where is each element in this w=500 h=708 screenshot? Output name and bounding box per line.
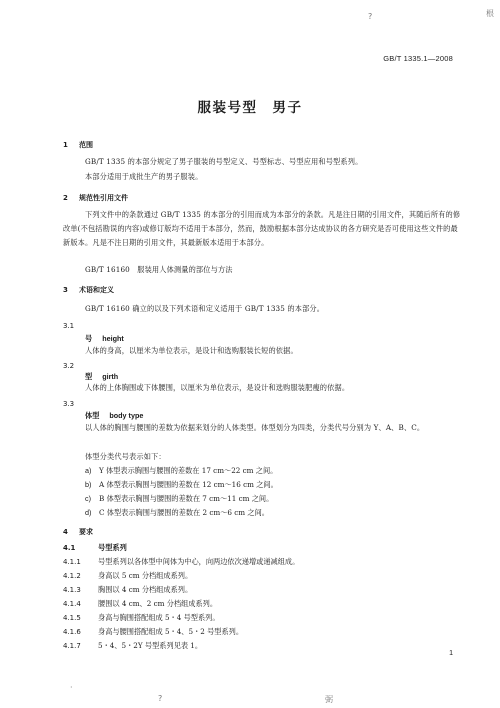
term-definition: 人体的上体胸围或下体腰围，以厘米为单位表示，是设计和选购服装肥瘦的依据。 [85, 383, 350, 392]
clause: 4.1 号型系列 [63, 543, 127, 552]
section-number: 2 [63, 194, 68, 202]
page-title: 服装号型 男子 [197, 100, 303, 116]
scan-mark: ? [368, 12, 373, 21]
scan-mark: 弼 [325, 695, 333, 704]
term-heading [85, 334, 124, 344]
clause: 4.1.7 5・4、5・2Y 号型系列见表 1。 [63, 641, 203, 650]
section-heading [63, 285, 114, 295]
scan-mark: 根 [486, 9, 494, 18]
paragraph: GB/T 1335 的本部分规定了男子服装的号型定义、号型标志、号型应用和号型系列。 [85, 157, 363, 166]
clause: 4.1.4 腰围以 4 cm、2 cm 分档组成系列。 [63, 599, 218, 608]
term-heading [85, 411, 143, 421]
list-item: b) A 体型表示胸围与腰围的差数在 12 cm～16 cm 之间。 [85, 480, 278, 489]
term-zh: 号 [85, 334, 93, 343]
term-zh: 型 [85, 372, 93, 381]
term-zh: 体型 [85, 411, 100, 420]
list-item: d) C 体型表示胸围与腰围的差数在 2 cm～6 cm 之间。 [85, 508, 269, 517]
term-en: body type [109, 411, 144, 420]
paragraph: 本部分适用于成批生产的男子服装。 [85, 172, 203, 181]
page-number: 1 [449, 650, 453, 657]
clause: 4.1.5 身高与胸围搭配组成 5・4 号型系列。 [63, 613, 220, 622]
paragraph: GB/T 16160 确立的以及下列术语和定义适用于 GB/T 1335 的本部分。 [85, 304, 325, 313]
section-title: 规范性引用文件 [79, 194, 128, 202]
term-en: girth [102, 372, 119, 381]
section-title: 范围 [79, 141, 93, 149]
term-number: 3.1 [63, 322, 75, 330]
scan-mark: · [70, 683, 73, 692]
section-heading [63, 527, 93, 537]
clause: 4.1.2 身高以 5 cm 分档组成系列。 [63, 571, 193, 580]
section-title: 术语和定义 [79, 286, 114, 294]
section-title: 要求 [79, 528, 93, 536]
section-heading [63, 193, 128, 203]
paragraph: 体型分类代号表示如下： [85, 452, 166, 461]
term-en: height [102, 334, 124, 343]
paragraph: GB/T 16160 服装用人体测量的部位与方法 [85, 265, 233, 274]
paragraph: 下列文件中的条款通过 GB/T 1335 的本部分的引用而成为本部分的条款。凡是注日期的引用文件，其随后所有的修改单(不包括勘误的内容)或修订版均不适用于本部分，然而，鼓励根据本部分达成协议的各方研究是否可使用这些文件的最新版本。凡是不注日期的引用文件，其最新版本适用于本部分。 [63, 210, 461, 247]
clause: 4.1.6 身高与腰围搭配组成 5・4、5・2 号型系列。 [63, 627, 244, 636]
clause: 4.1.3 胸围以 4 cm 分档组成系列。 [63, 585, 193, 594]
term-number: 3.3 [63, 400, 75, 408]
list-item: a) Y 体型表示胸围与腰围的差数在 17 cm～22 cm 之间。 [85, 466, 278, 475]
section-number: 3 [63, 286, 68, 294]
document-id: GB/T 1335.1—2008 [383, 54, 453, 63]
clause: 4.1.1 号型系列以各体型中间体为中心，向两边依次递增或递减组成。 [63, 557, 300, 566]
term-number: 3.2 [63, 362, 75, 370]
scan-mark: ? [158, 694, 163, 703]
list-item: c) B 体型表示胸围与腰围的差数在 7 cm～11 cm 之间。 [85, 494, 274, 503]
section-number: 4 [63, 528, 68, 536]
section-heading [63, 140, 93, 150]
term-definition: 人体的身高，以厘米为单位表示，是设计和选购服装长短的依据。 [85, 346, 298, 355]
section-number: 1 [63, 141, 68, 149]
term-definition: 以人体的胸围与腰围的差数为依据来划分的人体类型。体型划分为四类，分类代号分别为 Y、A、B、C。 [85, 423, 425, 432]
